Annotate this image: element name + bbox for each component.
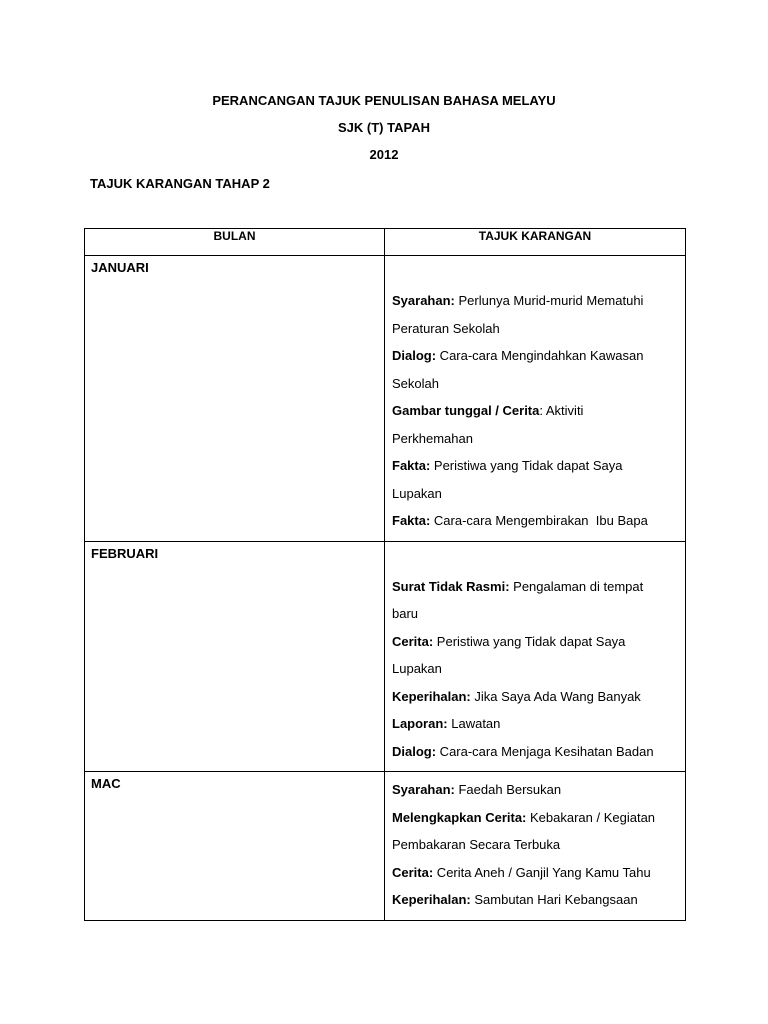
topic-label: Dialog:: [392, 743, 437, 759]
topics-table: [84, 228, 686, 921]
school-name: SJK (T) TAPAH: [338, 120, 430, 135]
topic-entry: [392, 776, 677, 804]
topic-entry: [392, 710, 677, 738]
table-row: [85, 772, 686, 921]
header-tajuk-karangan: TAJUK KARANGAN: [385, 229, 686, 256]
topic-label: Laporan:: [392, 716, 448, 731]
topic-entry: [392, 342, 662, 397]
table-row: [85, 256, 686, 542]
topic-entry: [392, 683, 677, 711]
topic-text: Cerita Aneh / Ganjil Yang Kamu Tahu: [433, 864, 651, 880]
topics-cell: [385, 772, 686, 921]
topic-text: Cara-cara Menjaga Kesihatan Badan: [436, 743, 654, 759]
topic-label: Melengkapkan Cerita:: [392, 809, 527, 825]
topics-cell: [385, 256, 686, 542]
month-cell: MAC: [85, 772, 385, 921]
topic-label: Syarahan:: [392, 782, 455, 797]
topic-entry: [392, 738, 677, 766]
document-title: PERANCANGAN TAJUK PENULISAN BAHASA MELAYU: [212, 93, 556, 108]
topic-label: Gambar tunggal / Cerita: [392, 403, 540, 418]
topics-cell: [385, 541, 686, 772]
table-header-row: [85, 229, 686, 256]
topic-text: Perlunya Murid-murid Mematuhi Peraturan Sekolah: [392, 293, 644, 336]
topic-entry: [392, 287, 672, 342]
topic-label: Fakta:: [392, 513, 431, 528]
topic-text: : Aktiviti Perkhemahan: [392, 403, 584, 446]
topic-text: Peristiwa yang Tidak dapat Saya Lupakan: [392, 633, 626, 676]
topic-entry: [392, 573, 662, 628]
topic-text: Peristiwa yang Tidak dapat Saya Lupakan: [392, 458, 623, 501]
topic-label: Fakta:: [392, 458, 431, 473]
topic-entry: [392, 397, 632, 452]
month-cell: JANUARI: [85, 256, 385, 542]
header-bulan: BULAN: [85, 229, 385, 256]
topic-text: Sambutan Hari Kebangsaan: [470, 892, 638, 907]
year: 2012: [369, 147, 399, 162]
topic-text: Faedah Bersukan: [454, 782, 562, 797]
topic-text: Lawatan: [447, 716, 501, 731]
topic-label: Syarahan:: [392, 293, 455, 308]
topic-entry: [392, 507, 677, 535]
topic-label: Dialog:: [392, 348, 437, 363]
topic-label: Surat Tidak Rasmi:: [392, 578, 510, 594]
topic-text: Kebakaran / Kegiatan Pembakaran Secara Terbuka: [392, 809, 656, 852]
topic-label: Cerita:: [392, 864, 434, 880]
topic-entry: [392, 628, 642, 683]
topic-text: Cara-cara Mengembirakan Ibu Bapa: [430, 513, 648, 528]
section-subtitle: TAJUK KARANGAN TAHAP 2: [90, 176, 270, 191]
topic-entry: [392, 804, 682, 859]
topic-text: Cara-cara Mengindahkan Kawasan Sekolah: [392, 348, 644, 391]
topic-label: Keperihalan:: [392, 892, 471, 907]
table-row: [85, 541, 686, 772]
topic-text: Pengalaman di tempat baru: [392, 578, 644, 621]
topic-text: Jika Saya Ada Wang Banyak: [470, 688, 641, 704]
topic-label: Keperihalan:: [392, 688, 471, 704]
topic-label: Cerita:: [392, 633, 434, 649]
topic-entry: [392, 886, 677, 914]
topic-entry: [392, 452, 642, 507]
month-cell: FEBRUARI: [85, 541, 385, 772]
topic-entry: [392, 859, 677, 887]
